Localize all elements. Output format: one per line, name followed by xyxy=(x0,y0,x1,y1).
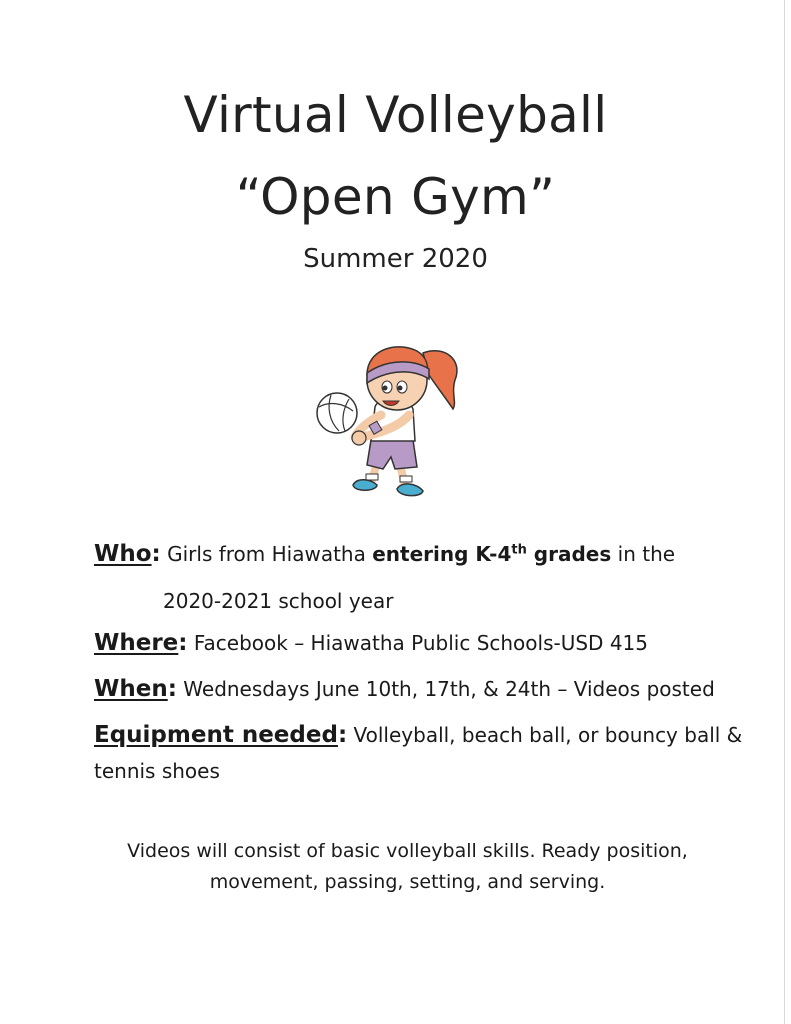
when-text: Wednesdays June 10th, 17th, & 24th – Videos posted xyxy=(183,677,715,701)
who-text-before: Girls from Hiawatha xyxy=(167,542,373,566)
where-label: Where xyxy=(94,630,179,656)
when-colon: : xyxy=(167,676,177,702)
equipment-line xyxy=(94,722,742,748)
who-bold-after: grades xyxy=(526,542,612,566)
who-superscript: th xyxy=(511,542,527,558)
where-text: Facebook – Hiawatha Public Schools-USD 415 xyxy=(193,631,648,655)
volleyball-girl-illustration xyxy=(305,335,475,510)
when-label: When xyxy=(94,676,168,702)
equipment-text: Volleyball, beach ball, or bouncy ball & xyxy=(353,723,743,747)
equipment-colon: : xyxy=(337,722,348,748)
who-line xyxy=(94,541,675,567)
subtitle: Summer 2020 xyxy=(303,244,488,274)
equipment-continuation: tennis shoes xyxy=(94,759,220,783)
equipment-label: Equipment needed xyxy=(94,722,338,748)
when-line xyxy=(94,676,715,702)
who-colon: : xyxy=(151,541,161,567)
where-colon: : xyxy=(178,630,188,656)
who-text-after: in the xyxy=(611,542,676,566)
title-line-1: Virtual Volleyball xyxy=(183,86,608,144)
footer-line-2: movement, passing, setting, and serving. xyxy=(209,871,606,893)
who-continuation: 2020-2021 school year xyxy=(163,589,394,613)
title-line-2: “Open Gym” xyxy=(235,168,556,226)
where-line xyxy=(94,630,648,656)
who-bold-text: entering K-4 xyxy=(372,542,512,566)
footer-line-1: Videos will consist of basic volleyball skills. Ready position, xyxy=(127,840,688,862)
who-label: Who xyxy=(94,541,152,567)
